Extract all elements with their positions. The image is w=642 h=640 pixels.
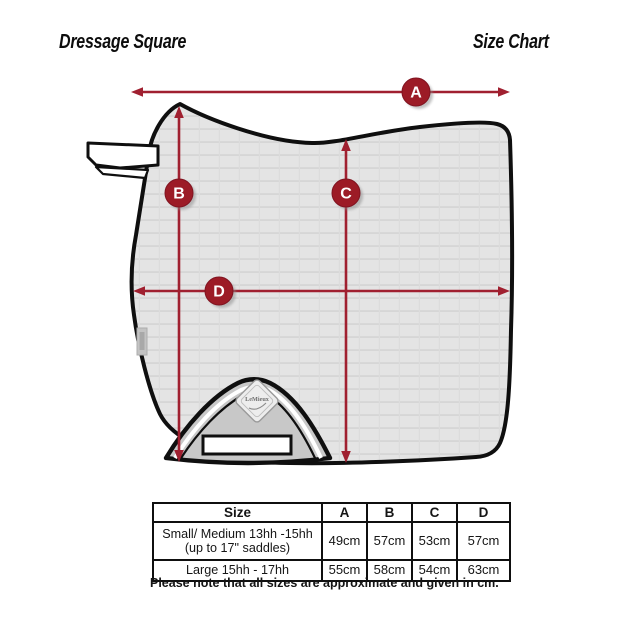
saddle-pad-outline [132, 104, 513, 463]
value-cell: 54cm [412, 560, 457, 581]
col-header-size: Size [153, 503, 322, 522]
measurement-badge-a [402, 78, 433, 109]
col-header-c: C [412, 503, 457, 522]
brand-logo-text: LeMieux [245, 396, 269, 403]
svg-text:D: D [213, 283, 225, 301]
value-cell: 49cm [322, 522, 367, 560]
value-cell: 57cm [457, 522, 510, 560]
measurement-arrow-a [131, 87, 510, 97]
col-header-a: A [322, 503, 367, 522]
approximate-sizes-note: Please note that all sizes are approximate and given in cm. [150, 576, 499, 590]
size-table [152, 502, 511, 582]
girth-strap [88, 143, 158, 178]
size-table-header-row [153, 503, 510, 522]
value-cell: 55cm [322, 560, 367, 581]
table-row-small-medium [153, 522, 510, 560]
value-cell: 57cm [367, 522, 412, 560]
svg-text:B: B [173, 185, 185, 203]
col-header-d: D [457, 503, 510, 522]
value-cell: 53cm [412, 522, 457, 560]
svg-text:C: C [340, 185, 352, 203]
value-cell: 58cm [367, 560, 412, 581]
svg-text:A: A [410, 84, 422, 102]
side-label-tag [137, 328, 147, 355]
col-header-b: B [367, 503, 412, 522]
size-label-cell: Large 15hh - 17hh [153, 560, 322, 581]
blank-label-strip [203, 436, 291, 454]
product-title: Dressage Square [59, 31, 187, 53]
size-chart-title: Size Chart [473, 31, 549, 53]
value-cell: 63cm [457, 560, 510, 581]
size-label-cell: Small/ Medium 13hh -15hh (up to 17" saddles) [153, 522, 322, 560]
